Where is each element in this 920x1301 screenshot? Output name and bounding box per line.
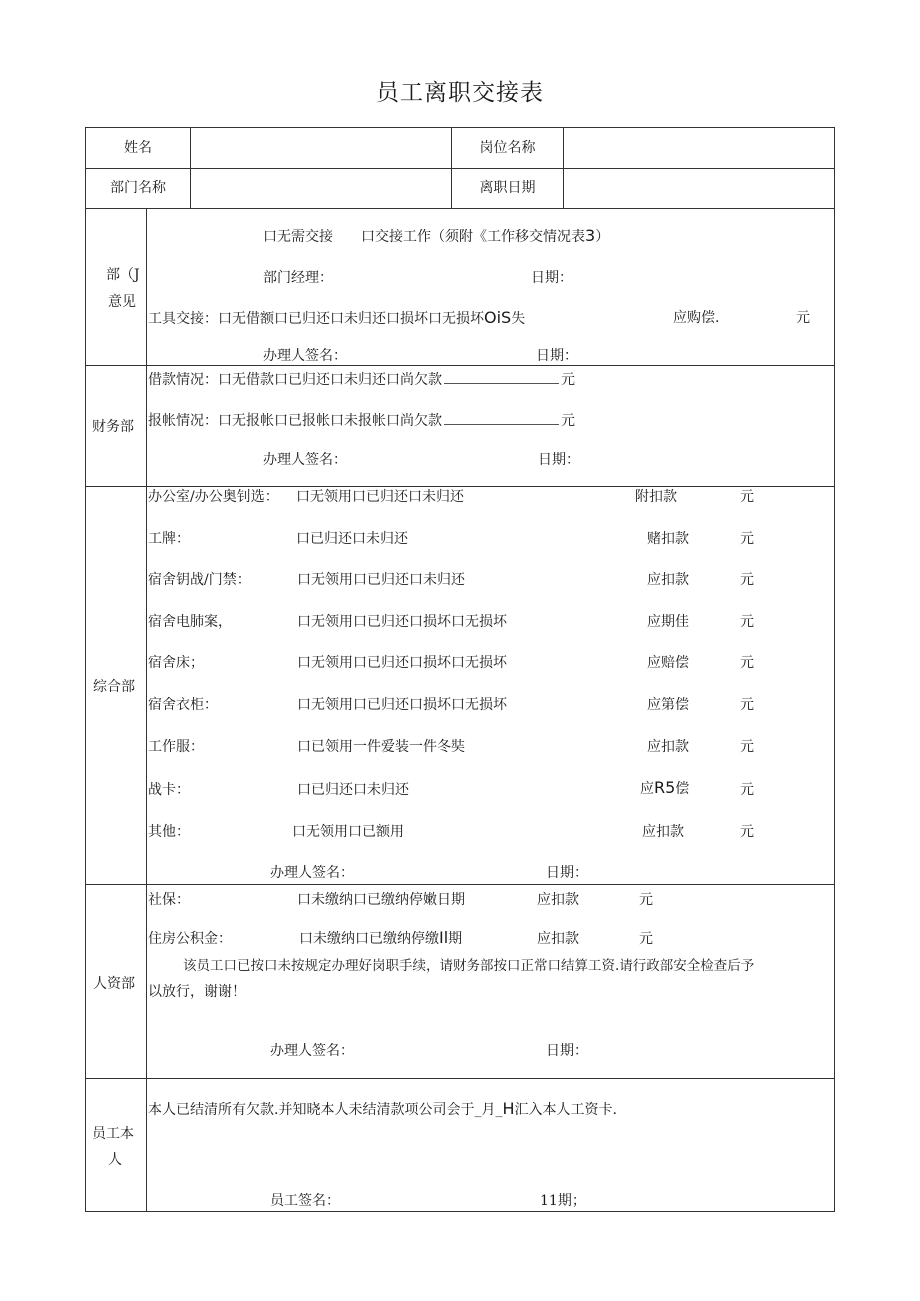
general-row-options[interactable]: 口无领用口已归还口损坏口无损坏: [297, 655, 507, 671]
hr-note-line1: 该员工口已按口未按规定办理好岗职手续，请财务部按口正常口结算工资.请行政部安全检查后予: [183, 958, 755, 974]
social-options[interactable]: 口未缴纳口已缴纳停嫩日期: [297, 892, 465, 908]
dept-label: 部门名称: [110, 180, 166, 196]
general-row-deduct: 应扣款: [647, 572, 689, 588]
general-row-item: 宿舍衣柜：: [148, 697, 218, 713]
general-row-unit: 元: [740, 697, 754, 713]
general-row-unit: 元: [740, 572, 754, 588]
dept-section-label: 部（J: [106, 267, 140, 283]
fund-options[interactable]: 口未缴纳口已缴纳停缴Il期: [299, 928, 463, 947]
dept-date-label: 日期：: [531, 270, 573, 286]
page-title: 员工离职交接表: [376, 80, 544, 106]
hr-handler-date: 日期：: [546, 1043, 588, 1059]
general-row-deduct: 赌扣款: [647, 531, 689, 547]
general-row-deduct: 应扣款: [642, 824, 684, 840]
fund-deduct: 应扣款: [537, 931, 579, 947]
name-label: 姓名: [124, 140, 152, 156]
employee-signature-label: 员工签名：: [270, 1193, 340, 1209]
general-row-options[interactable]: 口已归还口未归还: [297, 782, 409, 798]
tools-unit: 元: [796, 310, 810, 326]
general-row-unit: 元: [740, 739, 754, 755]
dept-field[interactable]: [192, 170, 450, 207]
dept-handler-date: 日期：: [536, 348, 578, 364]
finance-label: 财务部: [92, 419, 134, 435]
dept-manager-label: 部门经理：: [263, 270, 333, 286]
general-row-deduct: 应第偿: [647, 697, 689, 713]
tools-handover[interactable]: 工具交接：口无借额口已归还口未归还口损坏口无损坏OiS失: [148, 308, 526, 327]
general-row-deduct: 附扣款: [635, 489, 677, 505]
employee-label: 员工本: [92, 1126, 134, 1142]
leave-date-label: 离职日期: [479, 180, 536, 196]
fund-label: 住房公积金：: [148, 931, 232, 947]
reimb-status[interactable]: 报帐情况：口无报帐口已报帐口未报帐口尚欠款 元: [148, 413, 575, 429]
social-label: 社保：: [148, 892, 190, 908]
general-row-deduct: 应R5偿: [640, 778, 690, 797]
general-row-options[interactable]: 口无领用口已归还口损坏口无损坏: [297, 697, 507, 713]
finance-handler-date: 日期：: [538, 452, 580, 468]
general-row-item: 工作服：: [148, 739, 204, 755]
general-row-deduct: 应赔偿: [647, 655, 689, 671]
general-row-item: 宿舍床；: [148, 655, 204, 671]
hr-label: 人资部: [93, 976, 135, 992]
name-field[interactable]: [192, 130, 450, 167]
general-row-unit: 元: [740, 489, 754, 505]
employee-date-label: 11期；: [540, 1193, 586, 1209]
employee-label-2: 人: [108, 1152, 122, 1168]
general-row-options[interactable]: 口无领用口已额用: [292, 824, 404, 840]
general-row-options[interactable]: 口已归还口未归还: [296, 531, 408, 547]
general-row-item: 宿舍钥战/门禁：: [148, 572, 251, 588]
general-row-item: 战卡：: [148, 782, 190, 798]
position-label: 岗位名称: [479, 140, 536, 156]
employee-statement: 本人已结清所有欠款.并知晓本人未结清款项公司会于_月_H汇入本人工资卡.: [148, 1099, 617, 1118]
general-row-unit: 元: [740, 655, 754, 671]
general-row-options[interactable]: 口无领用口已归还口未归还: [296, 489, 464, 505]
hr-note-line2: 以放行，谢谢！: [148, 984, 246, 1000]
general-label: 综合部: [93, 679, 135, 695]
loan-status[interactable]: 借款情况：口无借款口已归还口未归还口尚欠款 元: [148, 372, 575, 388]
general-row-deduct: 应期佳: [647, 614, 689, 630]
general-row-unit: 元: [740, 782, 754, 798]
handover-options[interactable]: 口无需交接 口交接工作（须附《工作移交情况表3）: [263, 226, 610, 245]
dept-section-label-2: 意见: [108, 294, 136, 310]
general-handler-label: 办理人签名：: [270, 865, 354, 881]
finance-handler-label: 办理人签名：: [263, 452, 347, 468]
hr-handler-label: 办理人签名：: [270, 1043, 354, 1059]
general-row-deduct: 应扣款: [647, 739, 689, 755]
position-field[interactable]: [565, 130, 833, 167]
general-row-item: 其他：: [148, 824, 190, 840]
general-row-unit: 元: [740, 531, 754, 547]
general-row-unit: 元: [740, 824, 754, 840]
general-row-options[interactable]: 口已领用一件爱装一件冬奘: [297, 739, 465, 755]
general-row-item: 办公室/办公奥钊选：: [148, 489, 279, 505]
general-handler-date: 日期：: [546, 865, 588, 881]
tools-compensate: 应购偿.: [673, 310, 720, 326]
general-row-options[interactable]: 口无领用口已归还口未归还: [297, 572, 465, 588]
leave-date-field[interactable]: [565, 170, 833, 207]
general-row-unit: 元: [740, 614, 754, 630]
social-unit: 元: [639, 892, 653, 908]
general-row-options[interactable]: 口无领用口已归还口损坏口无损坏: [297, 614, 507, 630]
general-row-item: 工牌：: [148, 531, 190, 547]
social-deduct: 应扣款: [537, 892, 579, 908]
general-row-item: 宿舍电肺案，: [148, 614, 232, 630]
fund-unit: 元: [639, 931, 653, 947]
dept-handler-label: 办理人签名：: [263, 348, 347, 364]
